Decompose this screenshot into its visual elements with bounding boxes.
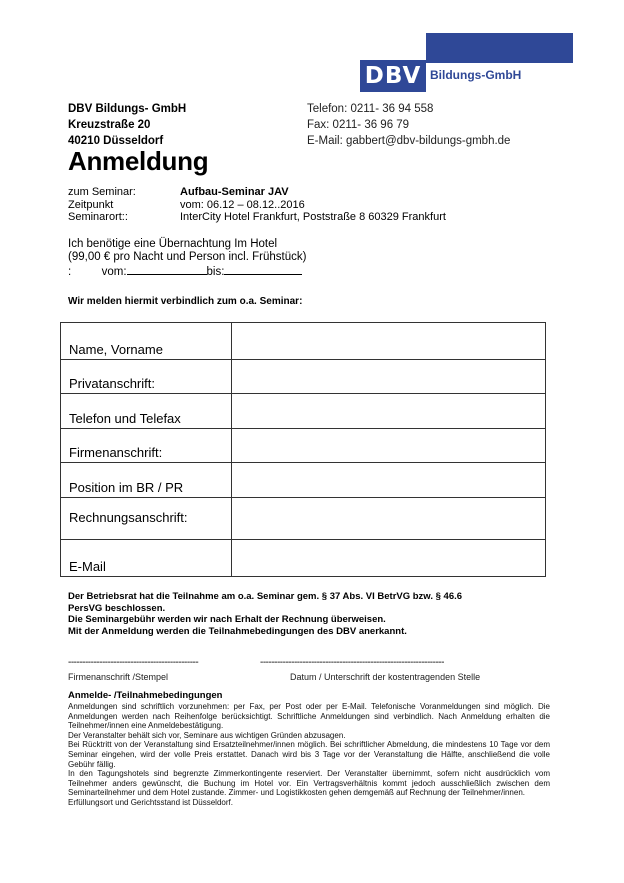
hotel-from-label: vom: bbox=[101, 266, 127, 278]
position-field[interactable] bbox=[232, 463, 546, 498]
table-row bbox=[61, 463, 546, 498]
company-address-field[interactable] bbox=[232, 429, 546, 463]
hotel-dates bbox=[68, 264, 306, 279]
seminar-value: InterCity Hotel Frankfurt, Poststraße 8 60329 Frankfurt bbox=[180, 211, 446, 223]
conditions-paragraph: Anmeldungen sind schriftlich vorzunehmen: per Fax, per Post oder per E-Mail. Telefonische Voranmeldungen sind möglich. Die Anmeldungen werden nach Reihenfolge berücksichtigt. Schriftliche Anmeldungen sind verbindlich. Nach Anmeldung erhalten die Teilnehmer/innen eine Anmeldebestätigung. bbox=[68, 702, 550, 731]
logo-subtitle: Bildungs-GmbH bbox=[430, 68, 522, 82]
field-label: Telefon und Telefax bbox=[61, 394, 232, 429]
hotel-to-label: bis: bbox=[206, 266, 225, 278]
table-row bbox=[61, 540, 546, 577]
conditions-title: Anmelde- /Teilnahmebedingungen bbox=[68, 690, 223, 701]
confirm-text: Wir melden hiermit verbindlich zum o.a. Seminar: bbox=[68, 296, 303, 307]
logo-mark: DBV bbox=[360, 60, 426, 92]
date-signature-label: Datum / Unterschrift der kostentragenden Stelle bbox=[290, 672, 481, 682]
signature-line-left: ---------------------------------------------- bbox=[68, 657, 199, 668]
table-row bbox=[61, 394, 546, 429]
seminar-info bbox=[68, 186, 446, 224]
sender-street: Kreuzstraße 20 bbox=[68, 119, 151, 131]
hotel-from-field[interactable] bbox=[127, 264, 207, 275]
billing-address-field[interactable] bbox=[232, 498, 546, 540]
name-field[interactable] bbox=[232, 323, 546, 360]
conditions-paragraph: Der Veranstalter behält sich vor, Seminare aus wichtigen Gründen abzusagen. bbox=[68, 730, 346, 740]
hotel-price-text: (99,00 € pro Nacht und Person incl. Frühstück) bbox=[68, 251, 307, 263]
page-title: Anmeldung bbox=[68, 146, 209, 176]
phone-fax-field[interactable] bbox=[232, 394, 546, 429]
legal-text bbox=[68, 591, 548, 637]
seminar-row bbox=[68, 199, 446, 212]
seminar-row bbox=[68, 186, 446, 199]
seminar-label: Zeitpunkt bbox=[68, 198, 114, 211]
hotel-colon: : bbox=[68, 266, 72, 278]
sender-name: DBV Bildungs- GmbH bbox=[68, 103, 187, 115]
company-stamp-label: Firmenanschrift /Stempel bbox=[68, 672, 169, 682]
table-row bbox=[61, 429, 546, 463]
seminar-row bbox=[68, 211, 446, 224]
conditions-paragraph: Erfüllungsort und Gerichtsstand ist Düsseldorf. bbox=[68, 797, 233, 807]
legal-line: Der Betriebsrat hat die Teilnahme am o.a. Seminar gem. § 37 Abs. VI BetrVG bzw. § 46.6 bbox=[68, 591, 463, 602]
conditions-paragraph: Bei Rücktritt von der Veranstaltung sind Ersatzteilnehmer/innen möglich. Bei schriftlicher Abmeldung, die mindestens 10 Tage vor dem Seminar eingehen, wird der volle Preis erstattet. Danach wird bis 3 Tage vor der Veranstaltung die Hälfte, anschließend die volle Gebühr fällig. bbox=[68, 740, 550, 769]
signature-line-right: ----------------------------------------------------------------- bbox=[260, 657, 444, 668]
hotel-to-field[interactable] bbox=[224, 264, 302, 275]
field-label: Firmenanschrift: bbox=[61, 429, 232, 463]
legal-line: Die Seminargebühr werden wir nach Erhalt der Rechnung überweisen. bbox=[68, 614, 386, 625]
table-row bbox=[61, 323, 546, 360]
sender-city: 40210 Düsseldorf bbox=[68, 135, 164, 147]
conditions-text bbox=[68, 702, 550, 808]
hotel-request-text: Ich benötige eine Übernachtung Im Hotel bbox=[68, 238, 278, 250]
legal-line: Mit der Anmeldung werden die Teilnahmebedingungen des DBV anerkannt. bbox=[68, 625, 407, 637]
conditions-paragraph: In den Tagungshotels sind begrenzte Zimmerkontingente reserviert. Der Veranstalter übernimmt, sofern nicht ausdrücklich vom Teilnehmer anders gewünscht, die Buchung im Hotel vor. Ein Vertragsverhältnis kommt jedoch ausschließlich zwischen dem Seminarteilnehmer und dem Hotel zustande. Zimmer- und Logistikkosten gehen demgemäß auf Rechnung der Teilnehmer/innen. bbox=[68, 769, 550, 798]
seminar-value: vom: 06.12 – 08.12..2016 bbox=[180, 198, 305, 211]
contact-email: E-Mail: gabbert@dbv-bildungs-gmbh.de bbox=[307, 135, 511, 147]
field-label: E-Mail bbox=[61, 540, 232, 577]
contact-phone: Telefon: 0211- 36 94 558 bbox=[307, 103, 434, 115]
contact-block bbox=[307, 101, 510, 149]
email-field[interactable] bbox=[232, 540, 546, 577]
seminar-label: zum Seminar: bbox=[68, 186, 136, 198]
seminar-label: Seminarort:: bbox=[68, 211, 128, 223]
contact-fax: Fax: 0211- 36 96 79 bbox=[307, 119, 410, 131]
registration-table bbox=[60, 322, 546, 577]
field-label: Name, Vorname bbox=[61, 323, 232, 360]
hotel-section bbox=[68, 238, 306, 279]
field-label: Privatanschrift: bbox=[61, 360, 232, 394]
legal-line: PersVG beschlossen. bbox=[68, 602, 166, 614]
table-row bbox=[61, 498, 546, 540]
field-label: Position im BR / PR bbox=[61, 463, 232, 498]
field-label: Rechnungsanschrift: bbox=[61, 498, 232, 540]
seminar-value: Aufbau-Seminar JAV bbox=[180, 186, 289, 198]
private-address-field[interactable] bbox=[232, 360, 546, 394]
logo-bar bbox=[426, 33, 573, 63]
sender-address bbox=[68, 101, 186, 149]
table-row bbox=[61, 360, 546, 394]
